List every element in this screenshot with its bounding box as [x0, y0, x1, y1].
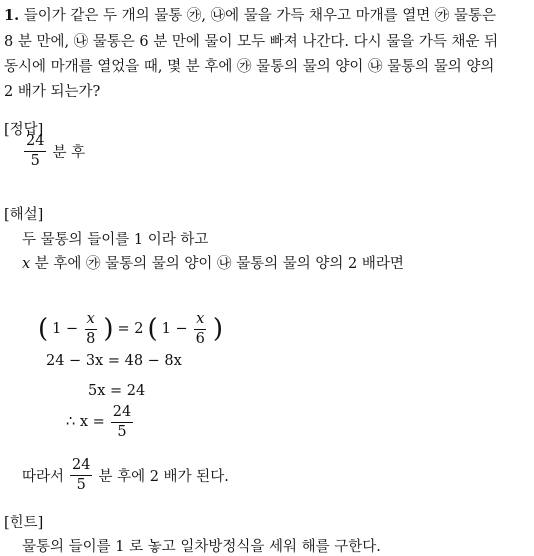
- open-paren-1: (: [38, 314, 49, 344]
- conclusion-suffix: 분 후에 2 배가 된다.: [98, 468, 229, 485]
- equation-3: 5x = 24: [88, 383, 146, 399]
- conclusion-fraction: [70, 458, 92, 492]
- open-paren-2: (: [147, 314, 158, 344]
- explanation-line-2-text: 분 후에 ㉮ 물통의 물의 양이 ㉯ 물통의 물의 양의 2 배라면: [34, 256, 404, 272]
- eq1-frac1-denominator: 8: [86, 330, 96, 347]
- conclusion: [22, 458, 229, 492]
- close-paren-2: ): [212, 314, 224, 344]
- one-minus-2: 1 −: [161, 321, 188, 337]
- variable-x: x: [22, 256, 31, 272]
- hint-heading: [힌트]: [4, 515, 44, 531]
- close-paren-1: ): [103, 314, 114, 344]
- equation-1: [38, 312, 223, 346]
- equation-4: [66, 405, 135, 439]
- equation-2: 24 − 3x = 48 − 8x: [46, 353, 182, 369]
- one-minus-1: 1 −: [52, 321, 79, 337]
- explanation-line-1: 두 물통의 들이를 1 이라 하고: [22, 232, 209, 248]
- answer-fraction: [24, 134, 46, 168]
- eq1-fraction-1: [84, 312, 97, 346]
- answer-heading: [정답]: [4, 122, 44, 138]
- hint-text: 물통의 들이를 1 로 놓고 일차방정식을 세워 해를 구한다.: [22, 539, 381, 555]
- eq1-fraction-2: [194, 312, 207, 346]
- question-line-2: 8 분 만에, ㉯ 물통은 6 분 만에 물이 모두 빠져 나간다. 다시 물을 가득 채운 뒤: [4, 34, 499, 50]
- equals-two: = 2: [117, 321, 144, 337]
- explanation-line-2: [22, 252, 404, 273]
- question-line-3: 동시에 마개를 열었을 때, 몇 분 후에 ㉮ 물통의 물의 양이 ㉯ 물통의 물의 양의: [4, 59, 495, 75]
- eq4-numerator: 24: [111, 405, 133, 423]
- conclusion-denominator: 5: [76, 476, 86, 493]
- answer-denominator: 5: [30, 152, 40, 169]
- conclusion-prefix: 따라서: [22, 468, 65, 485]
- explanation-heading: [해설]: [4, 207, 44, 223]
- answer-value: [22, 134, 85, 168]
- question-text-1: 들이가 같은 두 개의 물통 ㉮, ㉯에 물을 가득 채우고 마개를 열면 ㉮ 물통은: [23, 8, 496, 24]
- therefore-x-equals: ∴ x =: [66, 414, 105, 430]
- conclusion-numerator: 24: [70, 458, 92, 476]
- question-number: 1.: [4, 7, 20, 24]
- eq4-denominator: 5: [117, 423, 127, 440]
- question-line-1: [4, 4, 496, 25]
- eq4-fraction: [111, 405, 133, 439]
- eq1-frac2-numerator: x: [194, 312, 206, 330]
- question-line-4: 2 배가 되는가?: [4, 84, 101, 100]
- eq1-frac2-denominator: 6: [195, 330, 205, 347]
- eq1-frac1-numerator: x: [85, 312, 97, 330]
- answer-unit: 분 후: [52, 144, 86, 161]
- answer-numerator: 24: [24, 134, 46, 152]
